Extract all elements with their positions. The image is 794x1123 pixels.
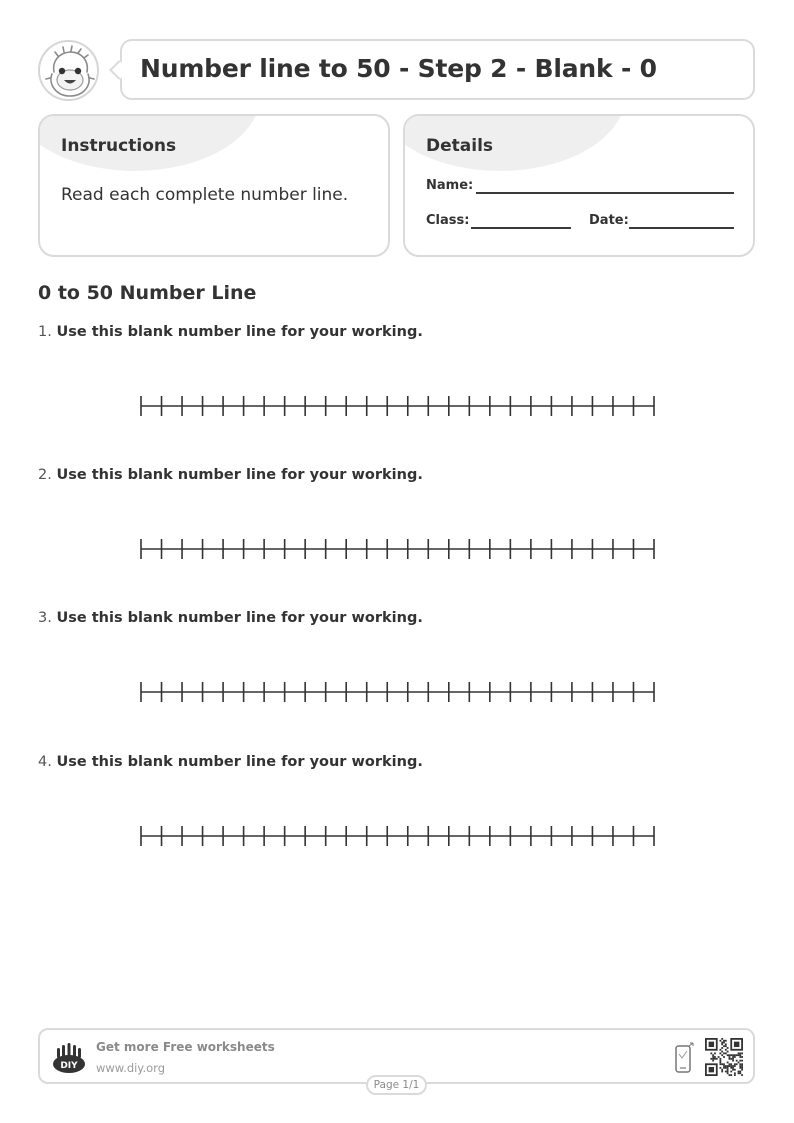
question-text: Use this blank number line for your working. bbox=[56, 754, 423, 770]
date-label: Date: bbox=[589, 213, 629, 228]
question-4 bbox=[38, 754, 423, 770]
number-line-4[interactable] bbox=[130, 821, 665, 851]
name-field[interactable] bbox=[476, 192, 734, 194]
svg-text:DIY: DIY bbox=[60, 1061, 78, 1071]
number-line-2[interactable] bbox=[130, 534, 665, 564]
instructions-text: Read each complete number line. bbox=[61, 185, 349, 205]
question-1 bbox=[38, 324, 423, 340]
details-card bbox=[403, 114, 755, 257]
question-number: 3. bbox=[38, 610, 52, 626]
question-number: 2. bbox=[38, 467, 52, 483]
question-3 bbox=[38, 610, 423, 626]
page-title: Number line to 50 - Step 2 - Blank - 0 bbox=[140, 54, 657, 83]
instructions-card bbox=[38, 114, 390, 257]
question-text: Use this blank number line for your working. bbox=[56, 610, 423, 626]
question-number: 4. bbox=[38, 754, 52, 770]
class-label: Class: bbox=[426, 213, 470, 228]
speech-notch bbox=[109, 60, 129, 80]
phone-icon bbox=[674, 1042, 696, 1074]
class-field[interactable] bbox=[471, 227, 571, 229]
number-line-1[interactable] bbox=[130, 391, 665, 421]
date-field[interactable] bbox=[629, 227, 734, 229]
question-number: 1. bbox=[38, 324, 52, 340]
mascot-icon bbox=[38, 40, 99, 101]
footer-url[interactable]: www.diy.org bbox=[96, 1061, 165, 1075]
qr-code-icon[interactable] bbox=[705, 1038, 743, 1076]
section-title: 0 to 50 Number Line bbox=[38, 282, 257, 304]
name-label: Name: bbox=[426, 178, 474, 193]
diy-logo-icon[interactable] bbox=[52, 1042, 86, 1074]
title-box bbox=[120, 39, 755, 100]
question-text: Use this blank number line for your working. bbox=[56, 324, 423, 340]
page-number: Page 1/1 bbox=[366, 1075, 427, 1095]
details-title: Details bbox=[426, 136, 494, 156]
footer-promo[interactable]: Get more Free worksheets bbox=[96, 1040, 275, 1054]
instructions-title: Instructions bbox=[61, 136, 177, 156]
question-text: Use this blank number line for your working. bbox=[56, 467, 423, 483]
number-line-3[interactable] bbox=[130, 677, 665, 707]
question-2 bbox=[38, 467, 423, 483]
